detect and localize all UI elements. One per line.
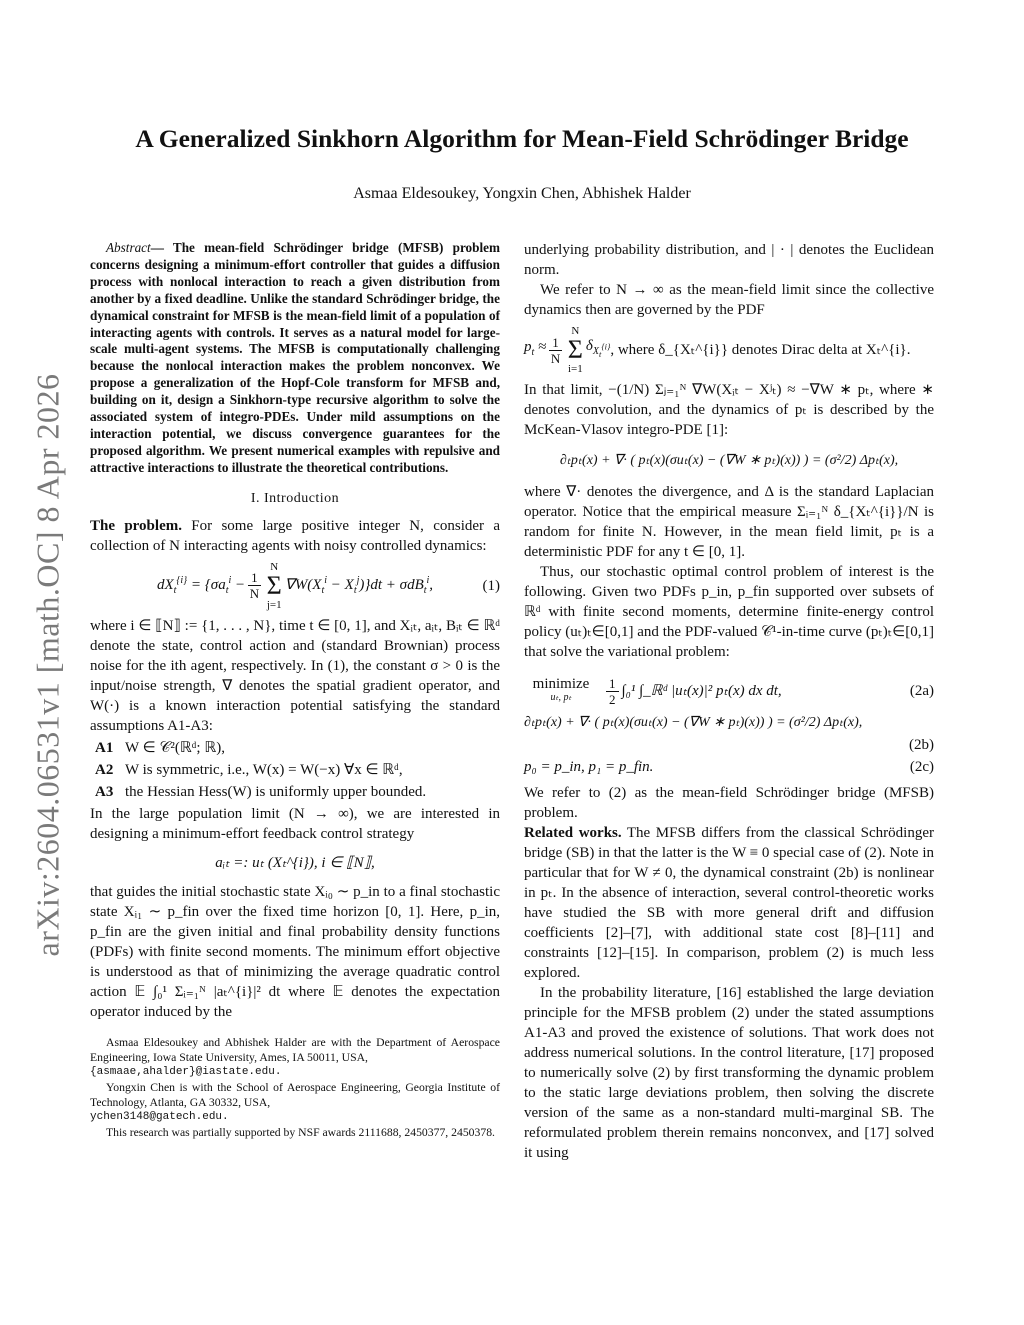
authors: Asmaa Eldesoukey, Yongxin Chen, Abhishek Halder — [353, 185, 691, 202]
left-column — [90, 240, 500, 1140]
feedback-equation: aᵢₜ =: uₜ (Xₜ^{i}), i ∈ ⟦N⟧, — [215, 854, 375, 871]
assumption-item: A1 W ∈ 𝒞²(ℝᵈ; ℝ), — [95, 739, 225, 756]
dynamics-paragraph: where i ∈ ⟦N⟧ := {1, . . . , N}, time t ∈ [0, 1], and Xᵢₜ, aᵢₜ, Bᵢₜ ∈ ℝᵈ denote the state, control action and (standard Brownian) process noise for the ith agent, respectively. In (1), the constant σ > 0 is the input/noise strength, ∇ denotes the spatial gradient operator, and W(·) is a known interaction potential satisfying the standard assumptions A1-A3: — [90, 617, 500, 734]
equation-1: $dX_t^{\{i\}} = \{\sigma a_t^i$ − $\frac{1}{N}$ N Σ j=1 $\nabla W(X_t^i - X_t^j)\}dt + \sigma dB_t^i$, (1) — [156, 560, 500, 611]
paper-title: A Generalized Sinkhorn Algorithm for Mean-Field Schrödinger Bridge — [135, 124, 909, 153]
footnotes — [90, 1035, 500, 1140]
section-heading: I. Introduction — [250, 490, 340, 506]
equation-2b: ∂ₜpₜ(x) + ∇· ( pₜ(x)(σuₜ(x) − (∇W ∗ pₜ)(x)) ) = (σ²/2) Δpₜ(x), — [524, 715, 863, 730]
paragraph: We refer to N → ∞ as the mean-field limit since the collective dynamics then are governed by the PDF — [524, 282, 934, 318]
footnote: Asmaa Eldesoukey and Abhishek Halder are with the Department of Aerospace Engineering, Iowa State University, Ames, IA 50011, USA, — [90, 1035, 500, 1064]
related-works-paragraph: Related works. The MFSB differs from the classical Schrödinger bridge (SB) in that the latter is the W ≡ 0 special case of (2). Note in particular that for W ≠ 0, the dynamical constraint (2b) is nonlinear in pₜ. In the absence of interaction, several control-theoretic works have studied the SB with more general drift and diffusion coefficients [2]–[7], with additional state cost [8]–[11] and constraints [12]–[15]. In comparison, problem (2) is much less explored. — [524, 825, 934, 981]
large-population-paragraph: In the large population limit (N → ∞), we are interested in designing a minimum-effort feedback control strategy — [90, 805, 500, 842]
right-column — [524, 240, 934, 1163]
footnote-email: ychen3148@gatech.edu. — [90, 1110, 229, 1123]
equation-tag: (1) — [482, 577, 500, 594]
paragraph: Thus, our stochastic optimal control problem of interest is the following. Given two PDFs p_in, p_fin supported over subsets of ℝᵈ with finite second moments, determine finite-energy control policy (uₜ)ₜ∈[0,1] and the PDF-valued 𝒞¹-in-time curve (pₜ)ₜ∈[0,1] that solve the variational problem: — [524, 564, 934, 660]
footnote: This research was partially supported by NSF awards 2111688, 2450377, 2450378. — [106, 1125, 495, 1139]
paragraph: In the probability literature, [16] established the large deviation principle for the MFSB problem (2) under the stated assumptions A1-A3 and proved the existence of solutions. That work does not address numerical solutions. In the control literature, [17] proposed to numerically solve (2) by first transforming the dynamic problem to the static large deviations problem, then solving the discrete version of the same as a non-standard multi-marginal SB. The reformulated problem therein remains nonconvex, and [17] solved it using — [524, 985, 934, 1161]
paragraph: We refer to (2) as the mean-field Schrödinger bridge (MFSB) problem. — [524, 785, 934, 821]
footnote: Yongxin Chen is with the School of Aerospace Engineering, Georgia Institute of Technology, Atlanta, GA 30332, USA, — [90, 1080, 500, 1109]
footnote-email: {asmaae,ahalder}@iastate.edu. — [90, 1065, 282, 1078]
equation-tag: (2c) — [909, 759, 934, 775]
assumption-item: A3 the Hessian Hess(W) is uniformly upper bounded. — [95, 783, 427, 800]
assumption-list — [90, 738, 500, 802]
mckean-vlasov-equation: ∂ₜpₜ(x) + ∇· ( pₜ(x)(σuₜ(x) − (∇W ∗ pₜ)(x)) ) = (σ²/2) Δpₜ(x), — [559, 453, 899, 468]
equation-2b-tag-row — [524, 736, 934, 754]
pdf-equation: $p_t$ ≈ $\frac{1}{N}$ N Σ i=1 $\delta_{X_t^{\{i\}}}$ , where δ_{Xₜ^{i}} denotes Dirac delta at Xₜ^{i}. — [524, 325, 911, 375]
assumption-item: A2 W is symmetric, i.e., W(x) = W(−x) ∀x ∈ ℝᵈ, — [95, 761, 403, 778]
equation-2c: p₀ = p_in, p₁ = p_fin. (2c) — [524, 759, 934, 775]
paragraph: underlying probability distribution, and | · | denotes the Euclidean norm. — [524, 242, 934, 278]
objective-paragraph: that guides the initial stochastic state Xᵢ₀ ∼ p_in to a final stochastic state Xᵢ₁ ∼ p_fin over the fixed time horizon [0, 1]. Here, p_in, p_fin are the given initial and final probability density functions (PDFs) with finite second moments. The minimum effort objective is understood as that of minimizing the average quadratic control action 𝔼 ∫₀¹ Σᵢ₌₁ᴺ |aₜ^{i}|² dt where 𝔼 denotes the expectation operator induced by the — [90, 883, 500, 1020]
problem-paragraph: The problem. For some large positive integer N, consider a collection of N interacting agents with noisy controlled dynamics: — [90, 517, 501, 554]
equation-tag: (2a) — [909, 683, 934, 699]
equation-tag: (2b) — [909, 737, 934, 753]
variational-problem — [524, 672, 934, 777]
paragraph: where ∇· denotes the divergence, and Δ is the standard Laplacian operator. Notice that the empirical measure Σᵢ₌₁ᴺ δ_{Xₜ^{i}}/N is random for finite N. However, in the mean field limit, pₜ is a deterministic PDF for any t ∈ [0, 1]. — [524, 484, 934, 560]
equation-2a: minimize uₜ, pₜ $\frac{1}{2}$ ∫₀¹ ∫_ℝᵈ |uₜ(x)|² pₜ(x) dx dt, (2a) — [532, 675, 934, 707]
abstract: Abstract— The mean-field Schrödinger bridge (MFSB) problem concerns designing a minimum-effort controller that guides a diffusion process with nonlocal interaction to reach a given distribution from another by a fixed deadline. Unlike the standard Schrödinger bridge, the dynamical constraint for MFSB is the mean-field limit of a population of interacting agents with controls. It serves as a natural model for large-scale multi-agent systems. The MFSB is computationally challenging because the nonlocal interaction makes the problem nonconvex. We propose a generalization of the Hopf-Cole transform for MFSB and, building on it, design a Sinkhorn-type recursive algorithm to solve the associated system of integro-PDEs. Under mild assumptions on the interaction potential, we discuss convergence guarantees for the proposed algorithm. We present numerical examples with repulsive and attractive interactions to illustrate the theoretical contributions. — [90, 240, 500, 475]
paragraph: In that limit, −(1/N) Σⱼ₌₁ᴺ ∇W(Xᵢₜ − Xʲₜ) ≈ −∇W ∗ pₜ, where ∗ denotes convolution, and the dynamics of pₜ is described by the McKean-Vlasov integro-PDE [1]: — [524, 382, 934, 438]
arxiv-stamp: arXiv:2604.06531v1 [math.OC] 8 Apr 2026 — [29, 373, 66, 957]
